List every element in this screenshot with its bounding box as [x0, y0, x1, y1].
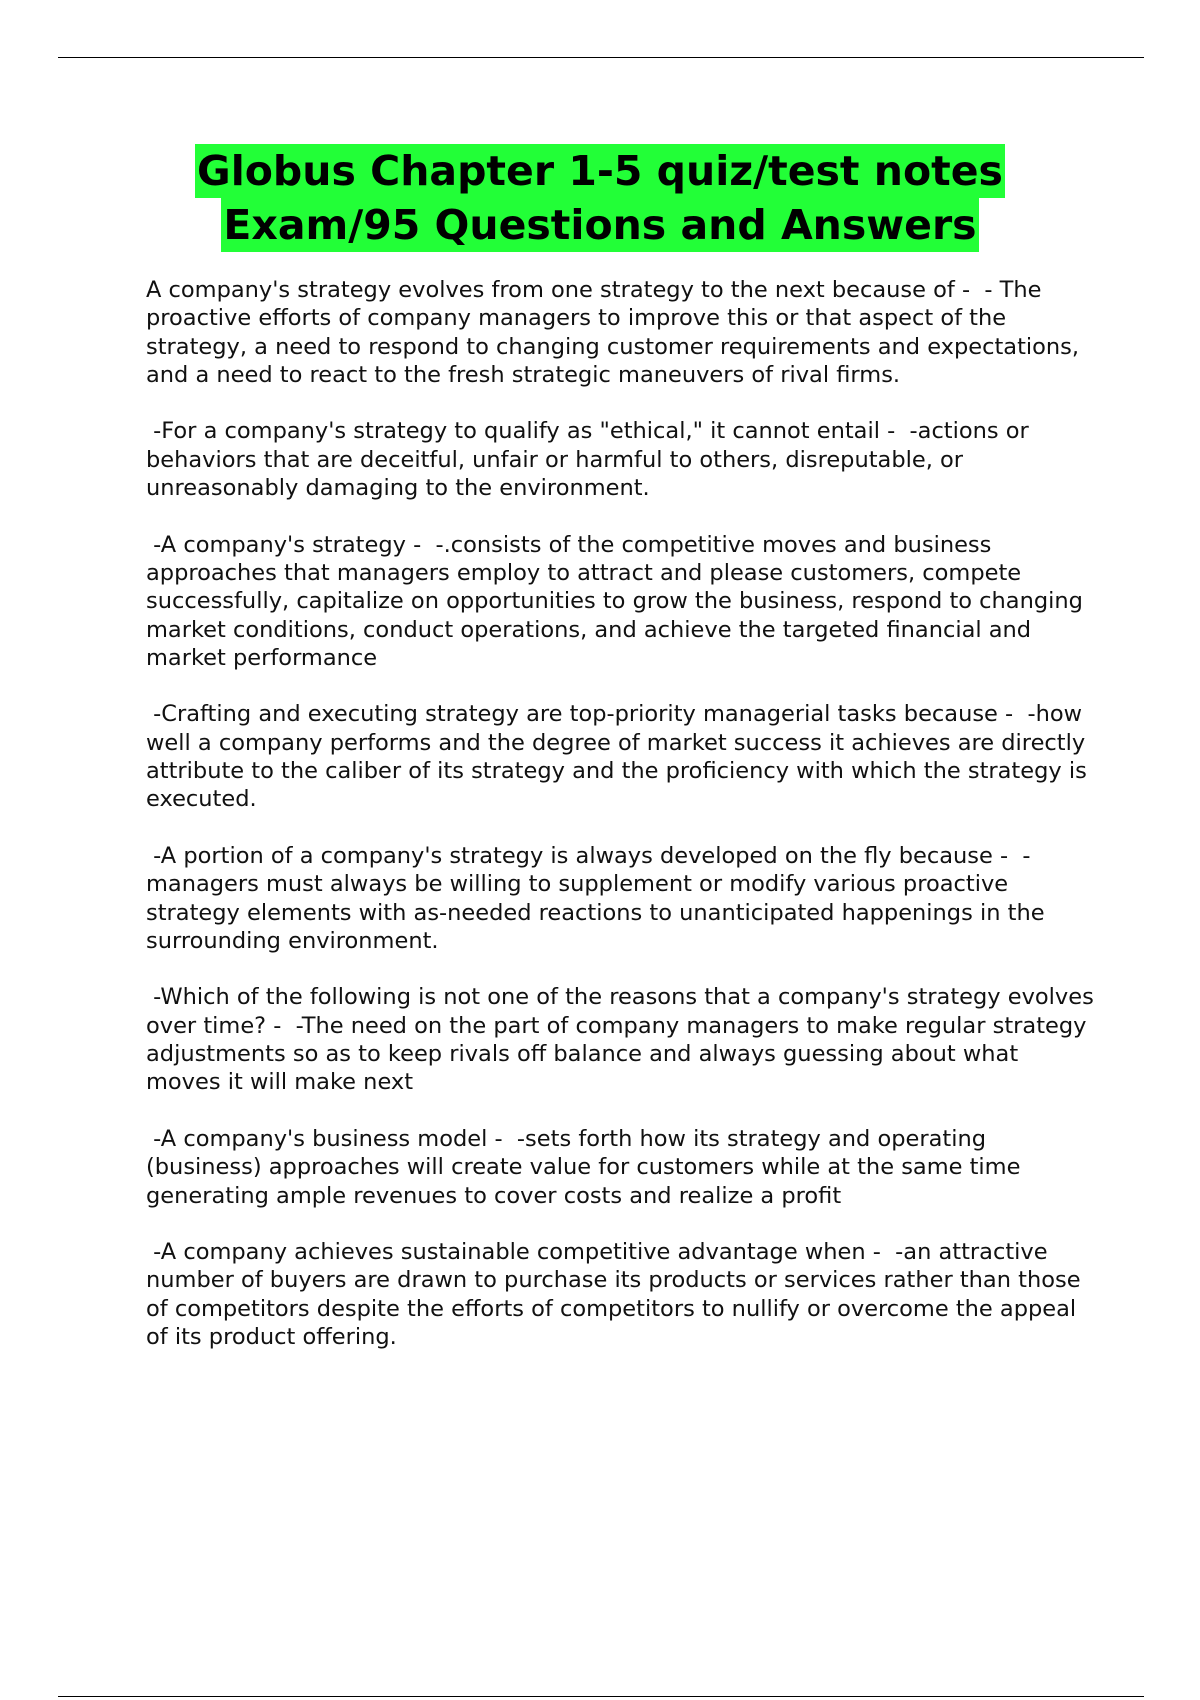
title-line-1: Globus Chapter 1-5 quiz/test notes — [195, 144, 1005, 198]
qa-entry: A company's strategy evolves from one strategy to the next because of - - The proactive efforts of company managers to improve this or that aspect of the strategy, a need to respond to changing customer requirements and expectations, and a need to react to the fresh strategic maneuvers of rival firms. — [146, 277, 1087, 388]
qa-entry: -Which of the following is not one of the reasons that a company's strategy evolves over time? - -The need on the part of company managers to make regular strategy adjustments so as to keep rivals off balance and always guessing about what moves it will make next — [146, 984, 1101, 1096]
qa-entry: -A company's business model - -sets forth how its strategy and operating (business) approaches will create value for customers while at the same time generating ample revenues to cover costs and realize a profit — [146, 1125, 1028, 1209]
document-title — [0, 144, 1200, 252]
qa-entry: -For a company's strategy to qualify as "ethical," it cannot entail - -actions or behaviors that are deceitful, unfair or harmful to others, disreputable, or unreasonably damaging to the environment. — [146, 418, 1036, 502]
qa-entry: -A company achieves sustainable competitive advantage when - -an attractive number of buyers are drawn to purchase its products or services rather than those of competitors despite the efforts of competitors to nullify or overcome the appeal of its product offering. — [146, 1239, 1088, 1350]
qa-entry: -A company's strategy - -.consists of the competitive moves and business approaches that managers employ to attract and please customers, compete successfully, capitalize on opportunities to grow the business, respond to changing market conditions, conduct operations, and achieve the targeted financial and market performance — [146, 531, 1091, 671]
top-rule — [58, 57, 1144, 58]
bottom-rule — [58, 1696, 1144, 1697]
qa-list — [146, 276, 1101, 1380]
title-line-2: Exam/95 Questions and Answers — [221, 198, 978, 252]
qa-entry: -Crafting and executing strategy are top-priority managerial tasks because - -how well a company performs and the degree of market success it achieves are directly attribute to the caliber of its strategy and the proficiency with which the strategy is executed. — [146, 701, 1094, 813]
qa-entry: -A portion of a company's strategy is always developed on the fly because - -managers must always be willing to supplement or modify various proactive strategy elements with as-needed reactions to unanticipated happenings in the surrounding environment. — [146, 842, 1052, 954]
